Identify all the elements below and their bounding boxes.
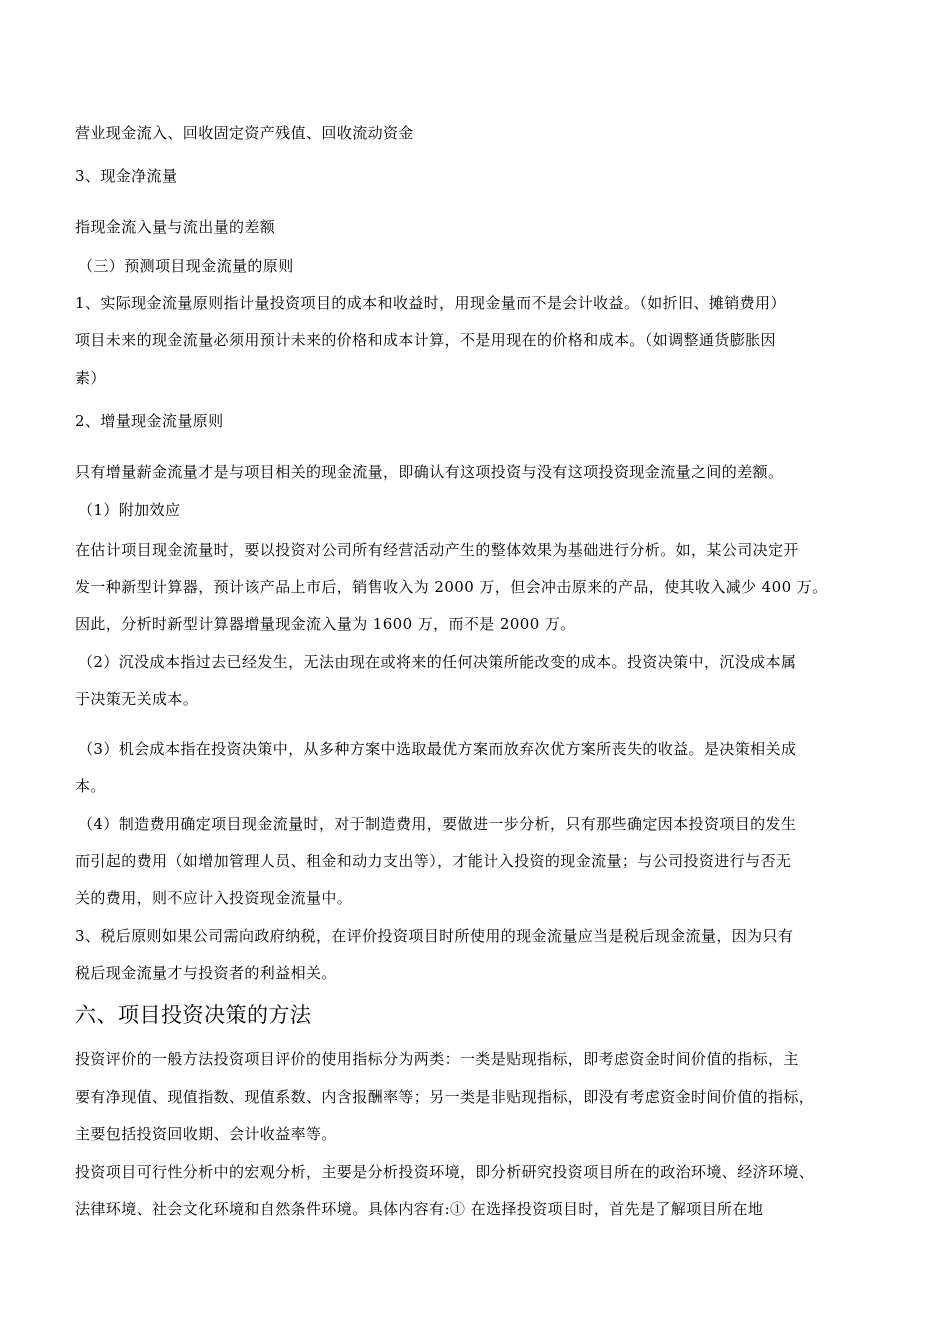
text-line: 投资项目可行性分析中的宏观分析，主要是分析投资环境，即分析研究投资项目所在的政治环境、经济环境、 [75, 1163, 815, 1181]
text-line: 主要包括投资回收期、会计收益率等。 [75, 1125, 337, 1143]
text-line: 1、实际现金流量原则指计量投资项目的成本和收益时，用现金量而不是会计收益。（如折旧、摊销费用） [75, 294, 786, 312]
subsection-title: 2、增量现金流量原则 [75, 412, 224, 430]
text-line: （4）制造费用确定项目现金流量时，对于制造费用，要做进一步分析，只有那些确定因本投资项目的发生 [78, 815, 797, 833]
text-line: 3、税后原则如果公司需向政府纳税，在评价投资项目时所使用的现金流量应当是税后现金流量，因为只有 [75, 927, 794, 945]
text-line: 投资评价的一般方法投资项目评价的使用指标分为两类：一类是贴现指标，即考虑资金时间价值的指标，主 [75, 1050, 799, 1068]
section-heading: 六、项目投资决策的方法 [75, 1003, 312, 1027]
text-line: 关的费用，则不应计入投资现金流量中。 [75, 889, 353, 907]
text-line: 营业现金流入、回收固定资产残值、回收流动资金 [75, 124, 414, 142]
text-line: 于决策无关成本。 [75, 690, 199, 708]
subsection-title: （三）预测项目现金流量的原则 [78, 257, 294, 275]
text-line: （3）机会成本指在投资决策中，从多种方案中选取最优方案而放弃次优方案所丧失的收益。是决策相关成 [78, 740, 797, 758]
text-line: 法律环境、社会文化环境和自然条件环境。具体内容有:① 在选择投资项目时，首先是了解项目所在地 [75, 1200, 764, 1218]
text-line: 素） [75, 369, 106, 387]
text-line: 在估计项目现金流量时，要以投资对公司所有经营活动产生的整体效果为基础进行分析。如，某公司决定开 [75, 541, 799, 559]
text-line: 而引起的费用（如增加管理人员、租金和动力支出等），才能计入投资的现金流量；与公司投资进行与否无 [75, 852, 792, 870]
text-line: （2）沉没成本指过去已经发生，无法由现在或将来的任何决策所能改变的成本。投资决策中，沉没成本属 [78, 653, 797, 671]
text-line: （1）附加效应 [78, 501, 181, 519]
text-line: 项目未来的现金流量必须用预计未来的价格和成本计算，不是用现在的价格和成本。（如调整通货膨胀因 [75, 331, 776, 349]
text-line: 税后现金流量才与投资者的利益相关。 [75, 964, 337, 982]
text-line: 指现金流入量与流出量的差额 [75, 218, 276, 236]
text-line: 要有净现值、现值指数、现值系数、内含报酬率等；另一类是非贴现指标，即没有考虑资金时间价值的指标， [75, 1088, 815, 1106]
text-line: 发一种新型计算器，预计该产品上市后，销售收入为 2000 万，但会冲击原来的产品，使其收入减少 400 万。 [75, 578, 828, 596]
subsection-title: 3、现金净流量 [75, 167, 178, 185]
text-line: 只有增量薪金流量才是与项目相关的现金流量，即确认有这项投资与没有这项投资现金流量之间的差额。 [75, 463, 784, 481]
text-line: 本。 [75, 777, 106, 795]
text-line: 因此，分析时新型计算器增量现金流入量为 1600 万，而不是 2000 万。 [75, 615, 576, 633]
